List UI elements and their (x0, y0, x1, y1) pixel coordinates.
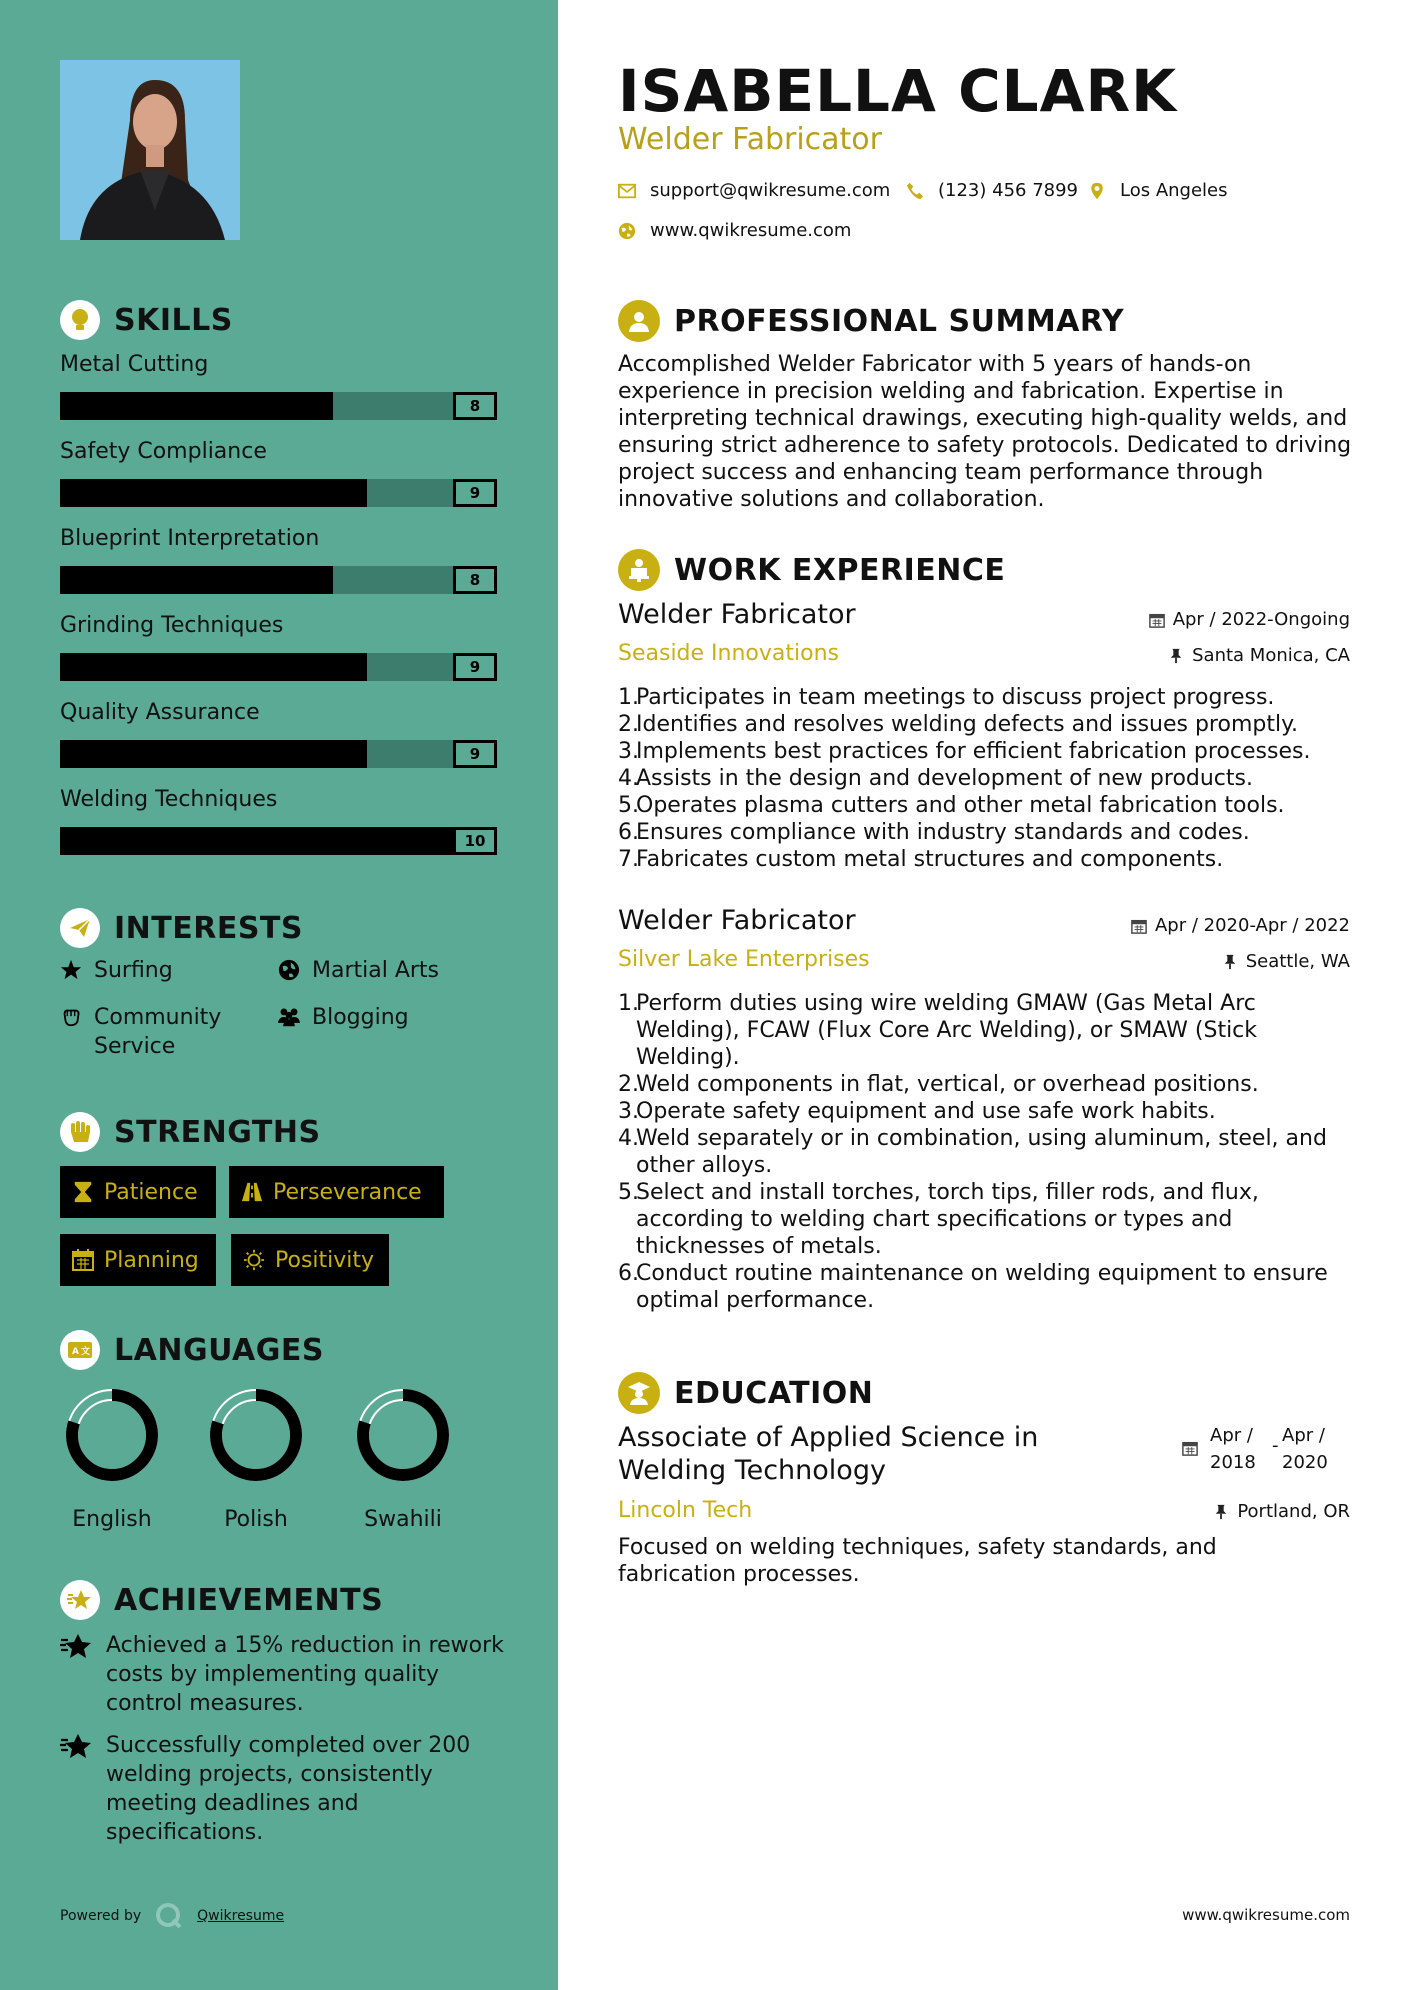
interest-item (60, 956, 173, 985)
job-duties (618, 990, 1363, 1314)
skill-bar (60, 740, 497, 768)
profile-photo (60, 60, 240, 240)
qwikresume-link[interactable]: Qwikresume (197, 1908, 285, 1924)
skill-name: Grinding Techniques (60, 613, 284, 638)
language-item (52, 1387, 172, 1532)
strengths-title: STRENGTHS (114, 1114, 321, 1150)
powered-by (60, 1902, 284, 1930)
duty-number: 2. (618, 712, 639, 737)
duty-number: 3. (618, 1099, 639, 1124)
job-title: Welder Fabricator (618, 905, 856, 936)
interest-item (278, 1003, 409, 1032)
strength-badge (231, 1234, 389, 1286)
strength-label: Planning (104, 1247, 199, 1273)
interest-label: Surfing (94, 958, 173, 983)
contact-phone (906, 180, 1078, 201)
achievement-item (60, 1631, 510, 1718)
duty-number: 4. (618, 1126, 639, 1151)
duty-text: Operates plasma cutters and other metal fabrication tools. (636, 793, 1285, 818)
sun-icon (243, 1249, 265, 1271)
location-text: Los Angeles (1120, 180, 1228, 201)
calendar-icon (1149, 612, 1165, 628)
skill-bar-fill (60, 740, 367, 768)
date-separator: - (1272, 1435, 1279, 1456)
duty-number: 6. (618, 820, 639, 845)
skill-bar-fill (60, 653, 367, 681)
strength-label: Positivity (275, 1247, 375, 1273)
duty-item (618, 1071, 1363, 1098)
duty-number: 4. (618, 766, 639, 791)
pushpin-icon (1222, 954, 1238, 970)
interest-item (278, 956, 439, 985)
duty-text: Select and install torches, torch tips, filler rods, and flux, according to welding chart specifications or types and thicknesses of metals. (636, 1180, 1259, 1259)
sidebar (0, 0, 558, 1990)
summary-header (618, 300, 1124, 342)
candidate-role: Welder Fabricator (618, 122, 882, 157)
strength-badge (60, 1166, 216, 1218)
duty-text: Ensures compliance with industry standards and codes. (636, 820, 1250, 845)
achievement-text: Achieved a 15% reduction in rework costs by implementing quality control measures. (106, 1633, 504, 1716)
interest-item (60, 1003, 221, 1061)
calendar-icon (1182, 1440, 1198, 1456)
globe-icon (278, 959, 300, 981)
job-location-text: Santa Monica, CA (1192, 645, 1350, 666)
job-date-text: Apr / 2022-Ongoing (1172, 609, 1350, 630)
duty-number: 6. (618, 1261, 639, 1286)
strength-badge (60, 1234, 216, 1286)
experience-header (618, 549, 1005, 591)
contact-location (1088, 180, 1228, 201)
fist-icon (60, 1112, 100, 1152)
user-icon (618, 300, 660, 342)
end-year: 2020 (1282, 1452, 1328, 1473)
skill-bar-fill (60, 479, 367, 507)
duty-item (618, 1260, 1363, 1314)
interest-label: Martial Arts (312, 958, 440, 983)
skill-bar-fill (60, 392, 333, 420)
contact-website (618, 220, 851, 241)
achievements-title: ACHIEVEMENTS (114, 1582, 384, 1618)
svg-text:A: A (72, 1347, 79, 1357)
lightbulb-icon (60, 300, 100, 340)
candidate-name: ISABELLA CLARK (618, 57, 1178, 125)
duty-number: 5. (618, 793, 639, 818)
skill-level: 9 (453, 740, 497, 768)
pushpin-icon (1168, 648, 1184, 664)
hand-icon (60, 1006, 82, 1028)
skill-level: 9 (453, 653, 497, 681)
achievements-header (60, 1580, 383, 1620)
language-item (196, 1387, 316, 1532)
job-company: Silver Lake Enterprises (618, 947, 870, 972)
education-header (618, 1372, 873, 1414)
contact-email (618, 180, 890, 201)
duty-item (618, 1179, 1363, 1260)
school-location (1213, 1501, 1350, 1522)
skill-name: Blueprint Interpretation (60, 526, 320, 551)
job-location (1168, 645, 1350, 666)
achievement-text: Successfully completed over 200 welding projects, consistently meeting deadlines and specifications. (106, 1733, 471, 1845)
map-pin-icon (1088, 182, 1106, 200)
skill-name: Safety Compliance (60, 439, 267, 464)
job-date-text: Apr / 2020-Apr / 2022 (1154, 915, 1350, 936)
job-company: Seaside Innovations (618, 641, 839, 666)
website-link[interactable]: www.qwikresume.com (650, 220, 852, 241)
education-end (1282, 1422, 1344, 1476)
interests-title: INTERESTS (114, 910, 303, 946)
skills-header (60, 300, 233, 340)
globe-icon (618, 222, 636, 240)
skill-bar (60, 653, 497, 681)
phone-text: (123) 456 7899 (938, 180, 1079, 201)
star-burst-icon (60, 1632, 92, 1660)
skill-bar-fill (60, 827, 497, 855)
star-burst-icon (60, 1732, 92, 1760)
duty-text: Operate safety equipment and use safe work habits. (636, 1099, 1216, 1124)
end-month: Apr / (1282, 1425, 1325, 1446)
skill-bar-fill (60, 566, 333, 594)
duty-item (618, 1098, 1363, 1125)
education-dates (1182, 1422, 1344, 1476)
strength-label: Perseverance (273, 1179, 422, 1205)
skill-bar (60, 392, 497, 420)
duty-number: 3. (618, 739, 639, 764)
duty-text: Identifies and resolves welding defects and issues promptly. (636, 712, 1298, 737)
phone-icon (906, 182, 924, 200)
experience-title: WORK EXPERIENCE (674, 552, 1006, 588)
language-donut (64, 1387, 160, 1483)
strength-label: Patience (104, 1179, 198, 1205)
duty-number: 2. (618, 1072, 639, 1097)
language-donut (355, 1387, 451, 1483)
education-title: EDUCATION (674, 1375, 874, 1411)
job-duties (618, 684, 1363, 873)
languages-title: LANGUAGES (114, 1332, 324, 1368)
skill-bar (60, 827, 497, 855)
skill-name: Quality Assurance (60, 700, 260, 725)
duty-item (618, 1125, 1363, 1179)
school-name: Lincoln Tech (618, 1498, 753, 1523)
duty-text: Weld separately or in combination, using aluminum, steel, and other alloys. (636, 1126, 1327, 1178)
star-icon (60, 959, 82, 981)
language-icon (60, 1330, 100, 1370)
duty-number: 1. (618, 991, 639, 1016)
paper-plane-icon (60, 908, 100, 948)
job-location-text: Seattle, WA (1245, 951, 1350, 972)
skill-level: 9 (453, 479, 497, 507)
interest-label: Blogging (312, 1005, 409, 1030)
skills-title: SKILLS (114, 302, 233, 338)
powered-by-label: Powered by (60, 1908, 142, 1924)
calendar-icon (1131, 918, 1147, 934)
duty-number: 5. (618, 1180, 639, 1205)
duty-item (618, 738, 1363, 765)
start-year: 2018 (1210, 1452, 1256, 1473)
education-description: Focused on welding techniques, safety standards, and fabrication processes. (618, 1535, 1217, 1587)
start-month: Apr / (1210, 1425, 1253, 1446)
degree-title: Associate of Applied Science in Welding Technology (618, 1422, 1039, 1486)
road-icon (241, 1181, 263, 1203)
duty-number: 1. (618, 685, 639, 710)
duty-item (618, 792, 1363, 819)
skill-name: Welding Techniques (60, 787, 278, 812)
summary-text: Accomplished Welder Fabricator with 5 years of hands-on experience in precision welding and fabrication. Expertise in interpreting technical drawings, executing high-quality welds, and ensuring strict adherence to safety protocols. Dedicated to driving project success and enhancing team performance through innovative solutions and collaboration. (618, 352, 1352, 512)
duty-text: Weld components in flat, vertical, or overhead positions. (636, 1072, 1259, 1097)
skill-level: 8 (453, 566, 497, 594)
skill-level: 10 (453, 827, 497, 855)
duty-text: Assists in the design and development of new products. (636, 766, 1253, 791)
school-location-text: Portland, OR (1237, 1501, 1350, 1522)
duty-text: Fabricates custom metal structures and components. (636, 847, 1224, 872)
interest-label: Community Service (94, 1005, 222, 1059)
job-title: Welder Fabricator (618, 599, 856, 630)
languages-header (60, 1330, 324, 1370)
job-date (1149, 609, 1350, 630)
main-content (558, 0, 1407, 1990)
achievement-item (60, 1731, 510, 1847)
language-name: Polish (224, 1507, 288, 1532)
duty-item (618, 711, 1363, 738)
duty-item (618, 765, 1363, 792)
language-name: English (72, 1507, 152, 1532)
skill-name: Metal Cutting (60, 352, 209, 377)
svg-text:文: 文 (81, 1347, 91, 1357)
strengths-header (60, 1112, 321, 1152)
duty-item (618, 684, 1363, 711)
language-name: Swahili (364, 1507, 442, 1532)
language-item (343, 1387, 463, 1532)
duty-number: 7. (618, 847, 639, 872)
skill-bar (60, 566, 497, 594)
trophy-star-icon (60, 1580, 100, 1620)
skill-level: 8 (453, 392, 497, 420)
duty-item (618, 990, 1363, 1071)
interests-header (60, 908, 303, 948)
graduate-icon (618, 1372, 660, 1414)
duty-item (618, 819, 1363, 846)
email-link[interactable]: support@qwikresume.com (650, 180, 891, 201)
language-donut (208, 1387, 304, 1483)
summary-title: PROFESSIONAL SUMMARY (674, 303, 1125, 339)
envelope-icon (618, 182, 636, 200)
pushpin-icon (1213, 1504, 1229, 1520)
job-date (1131, 915, 1350, 936)
duty-text: Perform duties using wire welding GMAW (Gas Metal Arc Welding), FCAW (Flux Core Arc Welding), or SMAW (Stick Welding). (636, 991, 1258, 1070)
users-icon (278, 1006, 300, 1028)
job-location (1222, 951, 1350, 972)
profile-photo-image (60, 60, 240, 240)
hourglass-icon (72, 1181, 94, 1203)
duty-text: Conduct routine maintenance on welding equipment to ensure optimal performance. (636, 1261, 1328, 1313)
qwikresume-logo-icon (155, 1902, 183, 1930)
presentation-icon (618, 549, 660, 591)
duty-text: Participates in team meetings to discuss project progress. (636, 685, 1275, 710)
skill-bar (60, 479, 497, 507)
footer-url[interactable]: www.qwikresume.com (1182, 1906, 1350, 1924)
calendar-icon (72, 1249, 94, 1271)
duty-text: Implements best practices for efficient fabrication processes. (636, 739, 1311, 764)
strength-badge (229, 1166, 444, 1218)
duty-item (618, 846, 1363, 873)
education-start (1210, 1422, 1272, 1476)
